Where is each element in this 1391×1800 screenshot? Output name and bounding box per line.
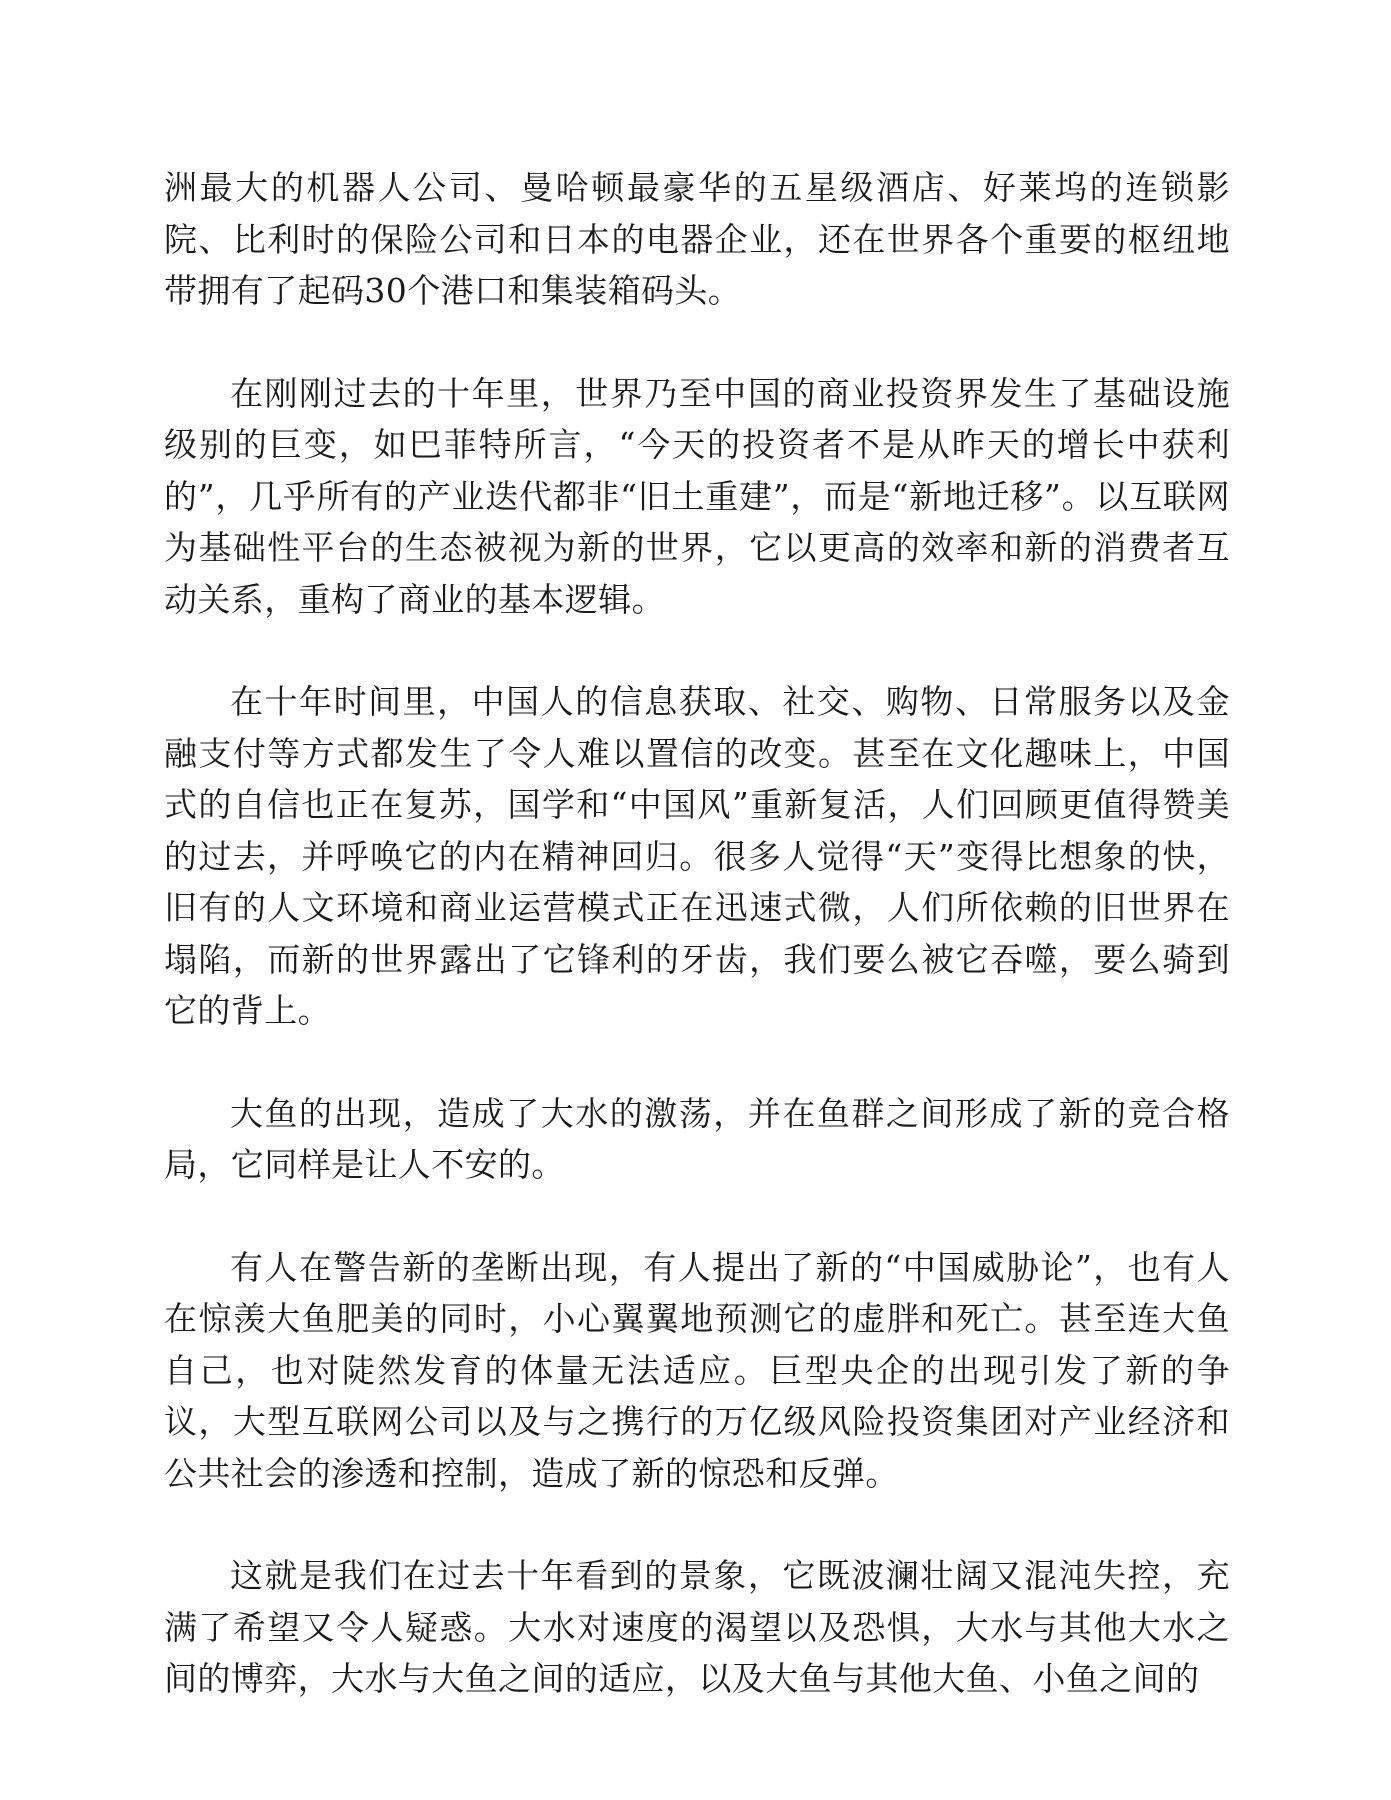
paragraph-4: 大鱼的出现，造成了大水的激荡，并在鱼群之间形成了新的竞合格局，它同样是让人不安的。 <box>164 1093 1230 1184</box>
document-body <box>164 162 1230 1756</box>
paragraph-6: 这就是我们在过去十年看到的景象，它既波澜壮阔又混沌失控，充满了希望又令人疑惑。大水对速度的渴望以及恐惧，大水与其他大水之间的博弈，大水与大鱼之间的适应，以及大鱼与其他大鱼、小鱼之间的 <box>164 1556 1230 1698</box>
paragraph-1: 洲最大的机器人公司、曼哈顿最豪华的五星级酒店、好莱坞的连锁影院、比利时的保险公司和日本的电器企业，还在世界各个重要的枢纽地带拥有了起码30个港口和集装箱码头。 <box>164 168 1230 310</box>
paragraph-2: 在刚刚过去的十年里，世界乃至中国的商业投资界发生了基础设施级别的巨变，如巴菲特所言，“今天的投资者不是从昨天的增长中获利的”，几乎所有的产业迭代都非“旧土重建”，而是“新地迁移”。以互联网为基础性平台的生态被视为新的世界，它以更高的效率和新的消费者互动关系，重构了商业的基本逻辑。 <box>164 373 1230 619</box>
paragraph-5: 有人在警告新的垄断出现，有人提出了新的“中国威胁论”，也有人在惊羡大鱼肥美的同时，小心翼翼地预测它的虚胖和死亡。甚至连大鱼自己，也对陡然发育的体量无法适应。巨型央企的出现引发了新的争议，大型互联网公司以及与之携行的万亿级风险投资集团对产业经济和公共社会的渗透和控制，造成了新的惊恐和反弹。 <box>164 1247 1230 1493</box>
paragraph-3: 在十年时间里，中国人的信息获取、社交、购物、日常服务以及金融支付等方式都发生了令人难以置信的改变。甚至在文化趣味上，中国式的自信也正在复苏，国学和“中国风”重新复活，人们回顾更值得赞美的过去，并呼唤它的内在精神回归。很多人觉得“天”变得比想象的快，旧有的人文环境和商业运营模式正在迅速式微，人们所依赖的旧世界在塌陷，而新的世界露出了它锋利的牙齿，我们要么被它吞噬，要么骑到它的背上。 <box>164 682 1230 1030</box>
